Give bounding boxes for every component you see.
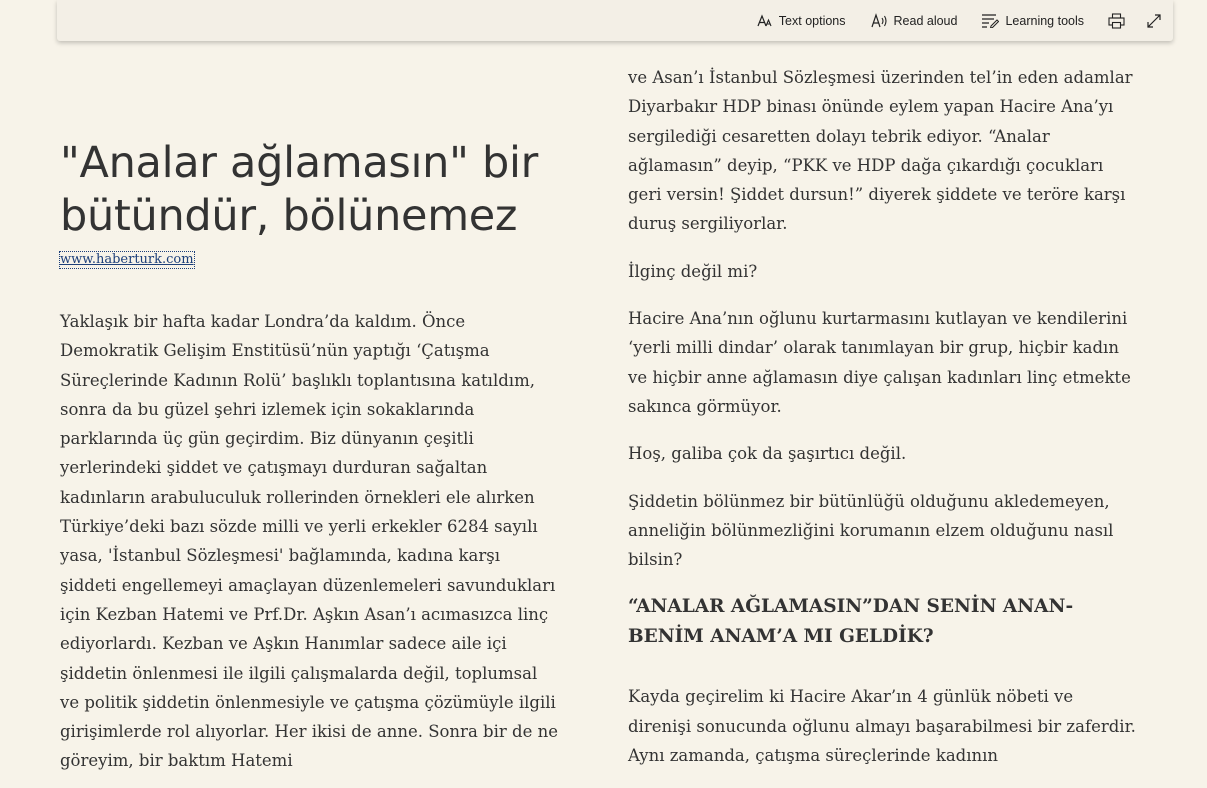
article-title: "Analar ağlamasın" bir bütündür, bölünemez — [60, 138, 538, 241]
article-paragraph: Hacire Ana’nın oğlunu kurtarmasını kutlayan ve kendilerini ‘yerli milli dindar’ olarak tanımlayan bir grup, hiçbir kadın ve hiçbir anne ağlamasın diye çalışan kadınları linç etmekte sakınca görmüyor. — [628, 309, 1131, 416]
article-subheading: “ANALAR AĞLAMASIN”DAN SENİN ANAN-BENİM ANAM’A MI GELDİK? — [628, 596, 1074, 648]
fullscreen-icon — [1146, 13, 1162, 29]
read-aloud-icon — [871, 13, 888, 29]
read-aloud-button[interactable] — [871, 13, 958, 29]
print-button[interactable] — [1108, 13, 1125, 29]
fullscreen-button[interactable] — [1146, 13, 1162, 29]
print-icon — [1108, 13, 1125, 29]
learning-tools-button[interactable] — [981, 13, 1084, 28]
right-column — [628, 63, 1138, 788]
text-options-icon — [757, 14, 773, 28]
learning-tools-icon — [981, 13, 999, 28]
article-paragraph: Şiddetin bölünmez bir bütünlüğü olduğunu akledemeyen, anneliğin bölünmezliğini korumanın elzem olduğunu nasıl bilsin? — [628, 491, 1114, 570]
article-paragraph: İlginç değil mi? — [628, 261, 758, 281]
reader-toolbar — [57, 0, 1173, 41]
article-paragraph: ve Asan’ı İstanbul Sözleşmesi üzerinden tel’in eden adamlar Diyarbakır HDP binası önünde eylem yapan Hacire Ana’yı sergilediği cesaretten dolayı tebrik ediyor. “Analar ağlamasın” deyip, “PKK ve HDP dağa çıkardığı çocukları geri versin! Şiddet dursun!” diyerek şiddete ve teröre karşı duruş sergiliyorlar. — [628, 68, 1133, 234]
article-paragraph: Hoş, galiba çok da şaşırtıcı değil. — [628, 444, 907, 464]
article-paragraph: Yaklaşık bir hafta kadar Londra’da kaldım. Önce Demokratik Gelişim Enstitüsü’nün yaptığı ‘Çatışma Süreçlerinde Kadının Rolü’ başlıklı toplantısına katıldım, sonra da bu güzel şehri izlemek için sokaklarında parklarında üç gün geçirdim. Biz dünyanın çeşitli yerlerindeki şiddet ve çatışmayı durduran sağaltan kadınların arabuluculuk rollerinden örnekleri ele alırken Türkiye’deki bazı sözde milli ve yerli erkekler 6284 sayılı yasa, 'İstanbul Sözleşmesi' bağlamında, kadına karşı şiddeti engellemeyi amaçlayan düzenlemeleri savundukları için Kezban Hatemi ve Prf.Dr. Aşkın Asan’ı acımasızca linç ediyorlardı. Kezban ve Aşkın Hanımlar sadece aile içi şiddetin önlenmesi ile ilgili çalışmalarda değil, toplumsal ve politik şiddetin önlenmesiyle ve çatışma çözümüyle ilgili girişimlerde rol alıyorlar. Her ikisi de anne. Sonra bir de ne göreyim, bir baktım Hatemi — [60, 312, 558, 771]
learning-tools-label: Learning tools — [1005, 13, 1084, 28]
text-options-label: Text options — [778, 13, 846, 28]
source-link[interactable]: www.haberturk.com — [60, 252, 194, 267]
article-paragraph: Kayda geçirelim ki Hacire Akar’ın 4 günlük nöbeti ve direnişi sonucunda oğlunu almayı başarabilmesi bir zaferdir. Aynı zamanda, çatışma süreçlerinde kadının — [628, 687, 1136, 766]
read-aloud-label: Read aloud — [893, 13, 958, 28]
text-options-button[interactable] — [757, 14, 846, 28]
